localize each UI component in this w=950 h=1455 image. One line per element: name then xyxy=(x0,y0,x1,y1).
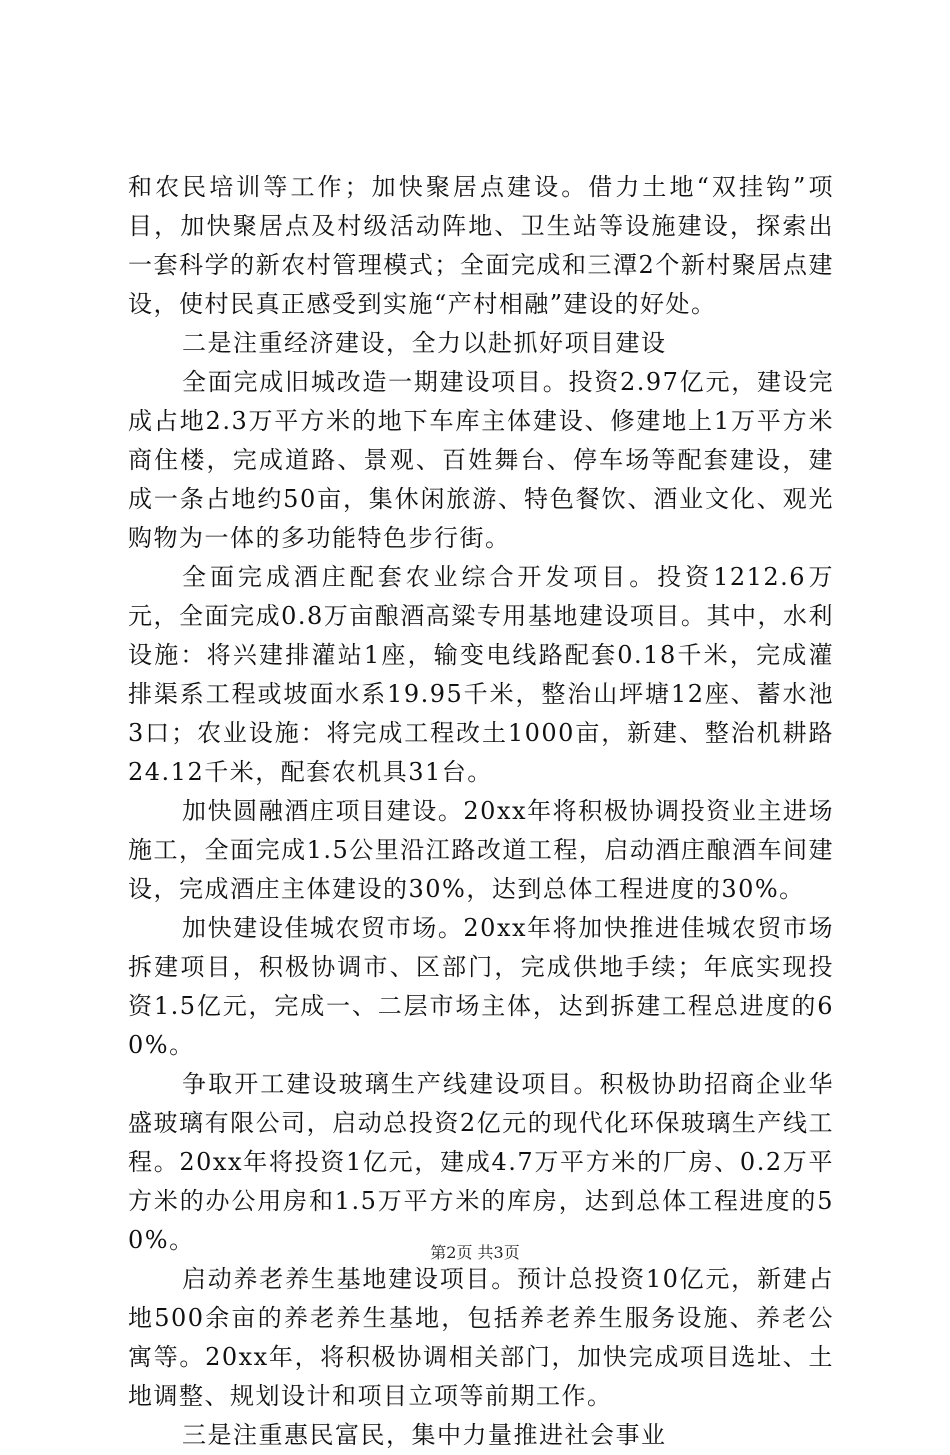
paragraph-winery: 加快圆融酒庄项目建设。20xx年将积极协调投资业主进场施工，全面完成1.5公里沿江路改道工程，启动酒庄酿酒车间建设，完成酒庄主体建设的30%，达到总体工程进度的30%。 xyxy=(128,797,834,903)
paragraph-glass: 争取开工建设玻璃生产线建设项目。积极协助招商企业华盛玻璃有限公司，启动总投资2亿元的现代化环保玻璃生产线工程。20xx年将投资1亿元，建成4.7万平方米的厂房、0.2万平方米的办公用房和1.5万平方米的库房，达到总体工程进度的50%。 xyxy=(128,1070,834,1254)
paragraph-agriculture: 全面完成酒庄配套农业综合开发项目。投资1212.6万元，全面完成0.8万亩酿酒高粱专用基地建设项目。其中，水利设施：将兴建排灌站1座，输变电线路配套0.18千米，完成灌排渠系工程或坡面水系19.95千米，整治山坪塘12座、蓄水池3口；农业设施：将完成工程改土1000亩，新建、整治机耕路24.12千米，配套农机具31台。 xyxy=(128,563,834,786)
section-heading-livelihood: 三是注重惠民富民，集中力量推进社会事业 xyxy=(182,1421,667,1449)
paragraph-1: 和农民培训等工作；加快聚居点建设。借力土地“双挂钩”项目，加快聚居点及村级活动阵地、卫生站等设施建设，探索出一套科学的新农村管理模式；全面完成和三潭2个新村聚居点建设，使村民真正感受到实施“产村相融”建设的好处。 xyxy=(128,173,834,318)
page-number-footer: 第2页 共3页 xyxy=(430,1243,520,1262)
paragraph-market: 加快建设佳城农贸市场。20xx年将加快推进佳城农贸市场拆建项目，积极协调市、区部门，完成供地手续；年底实现投资1.5亿元，完成一、二层市场主体，达到拆建工程总进度的60%。 xyxy=(128,914,834,1059)
paragraph-old-town: 全面完成旧城改造一期建设项目。投资2.97亿元，建设完成占地2.3万平方米的地下车库主体建设、修建地上1万平方米商住楼，完成道路、景观、百姓舞台、停车场等配套建设，建成一条占地约50亩，集休闲旅游、特色餐饮、酒业文化、观光购物为一体的多功能特色步行街。 xyxy=(128,368,834,552)
section-heading-economic: 二是注重经济建设，全力以赴抓好项目建设 xyxy=(182,329,667,357)
paragraph-elderly-care: 启动养老养生基地建设项目。预计总投资10亿元，新建占地500余亩的养老养生基地，包括养老养生服务设施、养老公寓等。20xx年，将积极协调相关部门，加快完成项目选址、土地调整、规划设计和项目立项等前期工作。 xyxy=(128,1265,834,1410)
